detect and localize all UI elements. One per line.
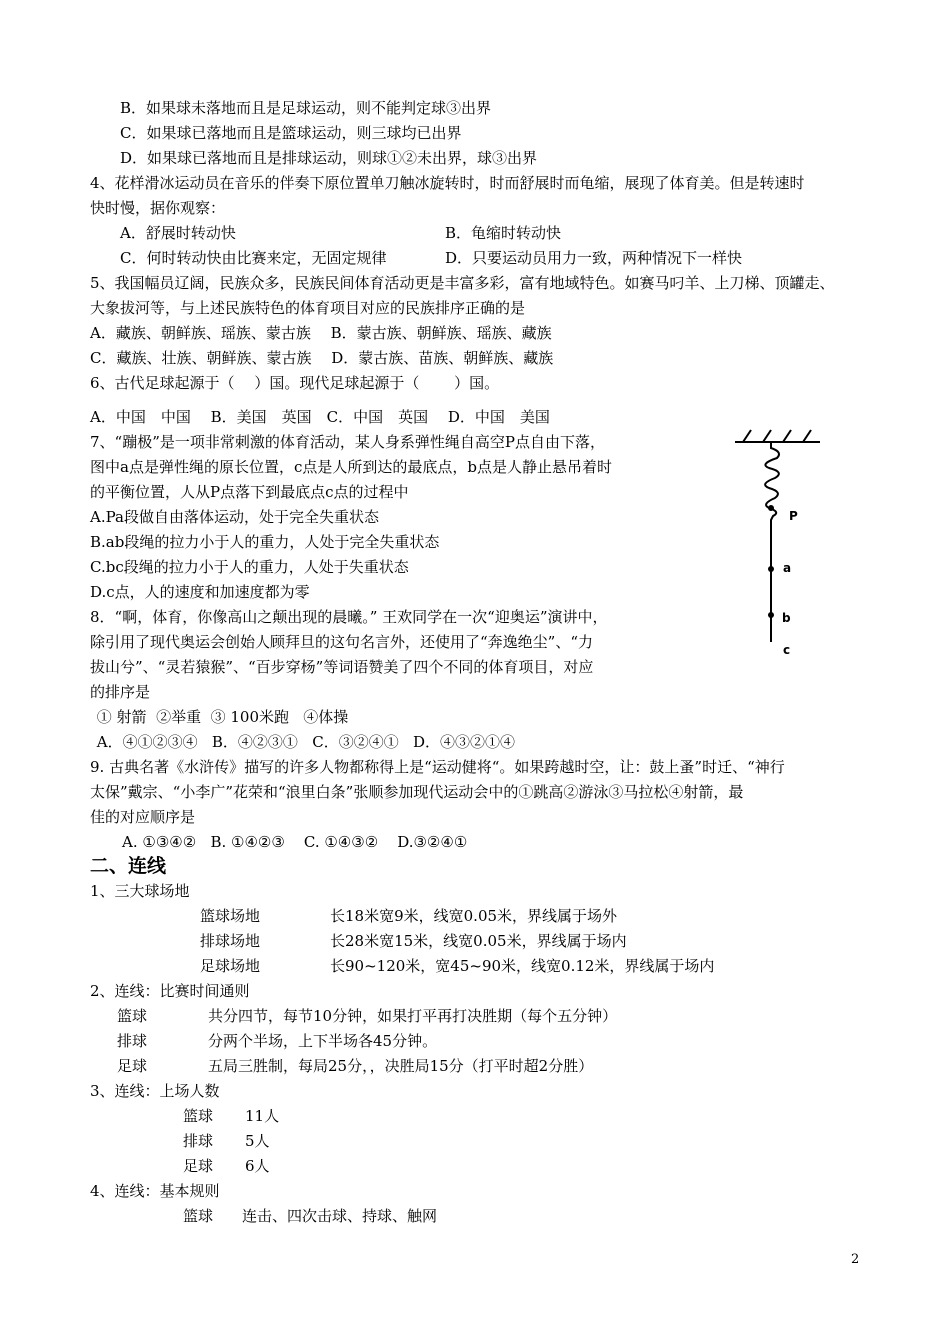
q7-option-c: C.bc段绳的拉力小于人的重力，人处于失重状态 (90, 558, 409, 576)
match2-right-item: 五局三胜制，每局25分，，决胜局15分（打平时超2分胜） (208, 1057, 594, 1075)
match2-left-item: 足球 (117, 1057, 148, 1075)
page-number: 2 (851, 1252, 860, 1267)
q7-stem-line2: 图中a点是弹性绳的原长位置，c点是人所到达的最底点，b点是人静止悬吊着时 (90, 458, 612, 476)
point-a-marker (768, 566, 774, 572)
q7-stem-line1: 7、“蹦极”是一项非常刺激的体育活动，某人身系弹性绳自高空P点自由下落， (90, 433, 605, 451)
match3-right-item: 11人 (245, 1107, 280, 1125)
elastic-rope (765, 442, 779, 642)
q7-option-d: D.c点，人的速度和加速度都为零 (90, 583, 310, 601)
q9-stem-line2: 太保”戴宗、“小李广”花荣和“浪里白条”张顺参加现代运动会中的①跳高②游泳③马拉松④射箭，最 (90, 783, 744, 801)
q8-stem-line4: 的排序是 (90, 683, 151, 701)
match2-left-item: 篮球 (117, 1007, 148, 1025)
q5-stem-line2: 大象拔河等，与上述民族特色的体育项目对应的民族排序正确的是 (90, 299, 526, 317)
point-p-marker (768, 505, 774, 511)
ceiling-hatch (743, 430, 811, 442)
bungee-diagram (725, 428, 835, 660)
q7-option-b: B.ab段绳的拉力小于人的重力，人处于完全失重状态 (90, 533, 440, 551)
match3-right-item: 6人 (245, 1157, 270, 1175)
q3-option-d: D．如果球已落地而且是排球运动，则球①②未出界，球③出界 (120, 149, 538, 167)
label-p: P (789, 509, 798, 523)
match3-left-item: 篮球 (183, 1107, 214, 1125)
match3-left-item: 足球 (183, 1157, 214, 1175)
q6-options: A．中国 中国 B．美国 英国 C．中国 英国 D．中国 美国 (90, 408, 550, 426)
q9-stem-line1: 9. 古典名著《水浒传》描写的许多人物都称得上是“运动健将“。如果跨越时空，让：鼓上蚤”时迁、“神行 (90, 758, 785, 776)
match2-right-item: 共分四节，每节10分钟，如果打平再打决胜期（每个五分钟） (208, 1007, 618, 1025)
label-b: b (782, 611, 791, 625)
q8-items: ① 射箭 ②举重 ③ 100米跑 ④体操 (92, 708, 349, 726)
label-c: c (783, 643, 791, 657)
q8-stem-line3: 拔山兮”、“灵若猿猴”、“百步穿杨”等词语赞美了四个不同的体育项目，对应 (90, 658, 594, 676)
point-b-marker (768, 612, 774, 618)
match1-left-item: 排球场地 (200, 932, 261, 950)
match2-left-item: 排球 (117, 1032, 148, 1050)
match2-title: 2、连线：比赛时间通则 (90, 982, 250, 1000)
q8-stem-line1: 8．“啊，体育，你像高山之颠出现的晨曦。” 王欢同学在一次“迎奥运”演讲中， (90, 608, 608, 626)
match1-right-item: 长28米宽15米，线宽0.05米，界线属于场内 (330, 932, 627, 950)
q4-option-b: B．龟缩时转动快 (445, 224, 562, 242)
q4-stem-line2: 快时慢，据你观察： (90, 199, 226, 217)
q9-options: A. ①③④② B. ①④②③ C. ①④③② D.③②④① (122, 833, 468, 851)
match1-title: 1、三大球场地 (90, 882, 190, 900)
q7-stem-line3: 的平衡位置，人从P点落下到最底点c点的过程中 (90, 483, 409, 501)
q3-option-b: B．如果球未落地而且是足球运动，则不能判定球③出界 (120, 99, 492, 117)
q5-options-cd: C．藏族、壮族、朝鲜族、蒙古族 D．蒙古族、苗族、朝鲜族、藏族 (90, 349, 554, 367)
q5-options-ab: A．藏族、朝鲜族、瑶族、蒙古族 B．蒙古族、朝鲜族、瑶族、藏族 (90, 324, 552, 342)
match3-left-item: 排球 (183, 1132, 214, 1150)
q4-option-d: D．只要运动员用力一致，两种情况下一样快 (445, 249, 743, 267)
match3-title: 3、连线：上场人数 (90, 1082, 220, 1100)
q9-stem-line3: 佳的对应顺序是 (90, 808, 196, 826)
match4-left-item: 篮球 (183, 1207, 214, 1225)
match4-right-item: 连击、四次击球、持球、触网 (242, 1207, 438, 1225)
q4-option-a: A．舒展时转动快 (120, 224, 236, 242)
q6-stem: 6、古代足球起源于（ ）国。现代足球起源于（ ）国。 (90, 374, 500, 392)
match3-right-item: 5人 (245, 1132, 270, 1150)
label-a: a (783, 561, 792, 575)
section-title: 二、连线 (90, 855, 167, 877)
match1-right-item: 长90~120米，宽45~90米，线宽0.12米，界线属于场内 (330, 957, 715, 975)
q7-option-a: A.Pa段做自由落体运动，处于完全失重状态 (90, 508, 379, 526)
match1-left-item: 篮球场地 (200, 907, 261, 925)
q4-stem-line1: 4、花样滑冰运动员在音乐的伴奏下原位置单刀触冰旋转时，时而舒展时而龟缩，展现了体育美。但是转速时 (90, 174, 805, 192)
q8-options: A．④①②③④ B．④②③① C．③②④① D．④③②①④ (92, 733, 516, 751)
match4-title: 4、连线：基本规则 (90, 1182, 220, 1200)
match2-right-item: 分两个半场，上下半场各45分钟。 (208, 1032, 438, 1050)
q5-stem-line1: 5、我国幅员辽阔，民族众多，民族民间体育活动更是丰富多彩，富有地域特色。如赛马叼羊、上刀梯、顶罐走、 (90, 274, 835, 292)
match1-right-item: 长18米宽9米，线宽0.05米，界线属于场外 (330, 907, 618, 925)
q3-option-c: C．如果球已落地而且是篮球运动，则三球均已出界 (120, 124, 462, 142)
q8-stem-line2: 除引用了现代奥运会创始人顾拜旦的这句名言外，还使用了“奔逸绝尘”、“力 (90, 633, 594, 651)
q4-option-c: C．何时转动快由比赛来定，无固定规律 (120, 249, 387, 267)
match1-left-item: 足球场地 (200, 957, 261, 975)
